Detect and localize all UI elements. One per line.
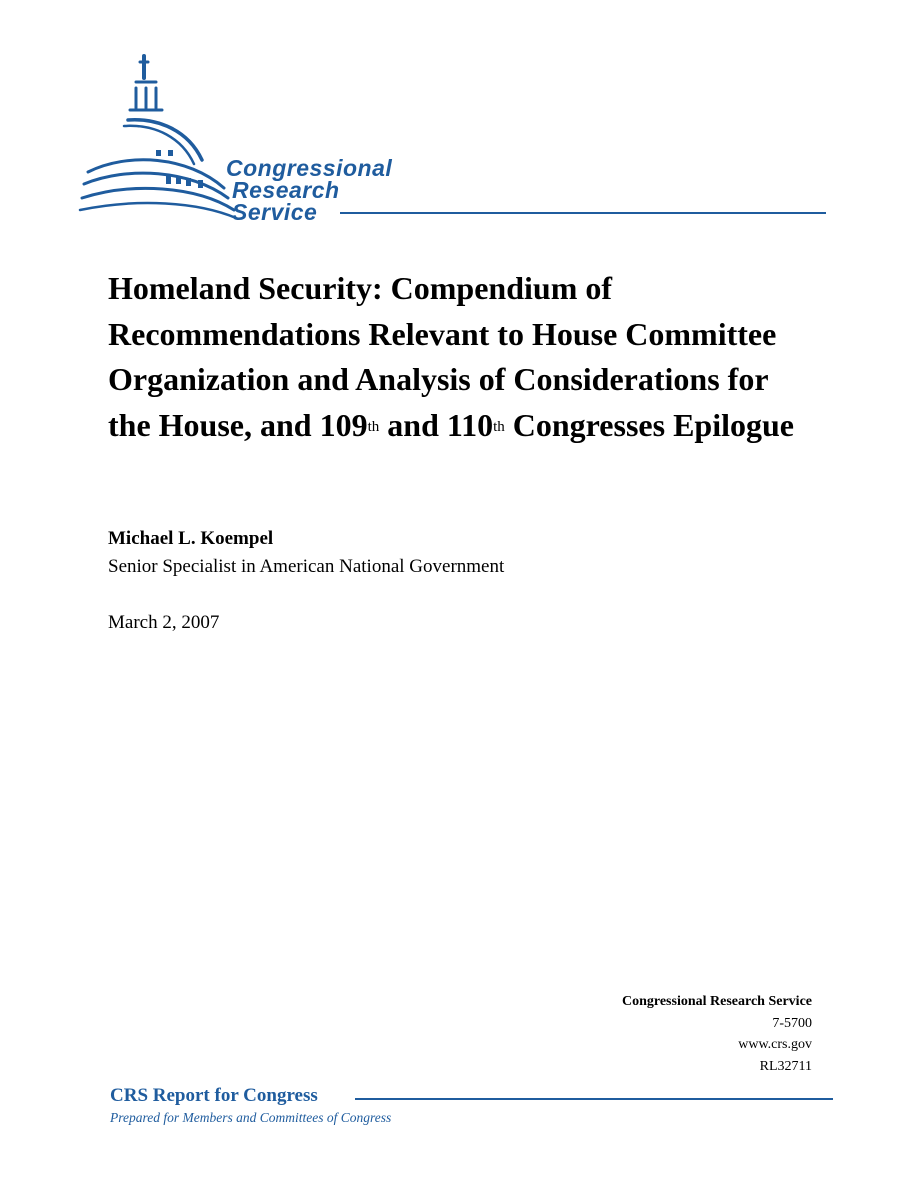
footer-title: CRS Report for Congress bbox=[110, 1085, 322, 1107]
crs-logo bbox=[78, 52, 838, 232]
logo-word-service: Service bbox=[232, 199, 318, 225]
report-number: RL32711 bbox=[759, 1058, 812, 1074]
report-date: March 2, 2007 bbox=[108, 612, 220, 633]
report-title bbox=[108, 266, 808, 448]
title-part-3: Congresses Epilogue bbox=[504, 406, 794, 443]
logo-divider bbox=[340, 212, 826, 214]
logo-word-congressional: Congressional bbox=[226, 155, 393, 181]
crs-website[interactable]: www.crs.gov bbox=[738, 1037, 812, 1052]
crs-phone: 7-5700 bbox=[772, 1015, 812, 1031]
capitol-dome-icon bbox=[78, 52, 238, 222]
author-title: Senior Specialist in American National Government bbox=[108, 556, 505, 577]
title-part-1: Homeland Security: Compendium of Recommendations Relevant to House Committee Organization and Analysis of Considerations for the House, and 109 bbox=[108, 270, 777, 443]
crs-contact-block bbox=[622, 991, 812, 1077]
author-name: Michael L. Koempel bbox=[108, 528, 274, 549]
title-part-2: and 110 bbox=[379, 406, 494, 443]
logo-word-research: Research bbox=[232, 177, 340, 203]
title-sup-1: th bbox=[367, 418, 380, 435]
footer-divider bbox=[355, 1098, 833, 1100]
footer-subtitle: Prepared for Members and Committees of Congress bbox=[110, 1110, 392, 1125]
title-sup-2: th bbox=[493, 418, 505, 435]
crs-name: Congressional Research Service bbox=[621, 994, 812, 1009]
